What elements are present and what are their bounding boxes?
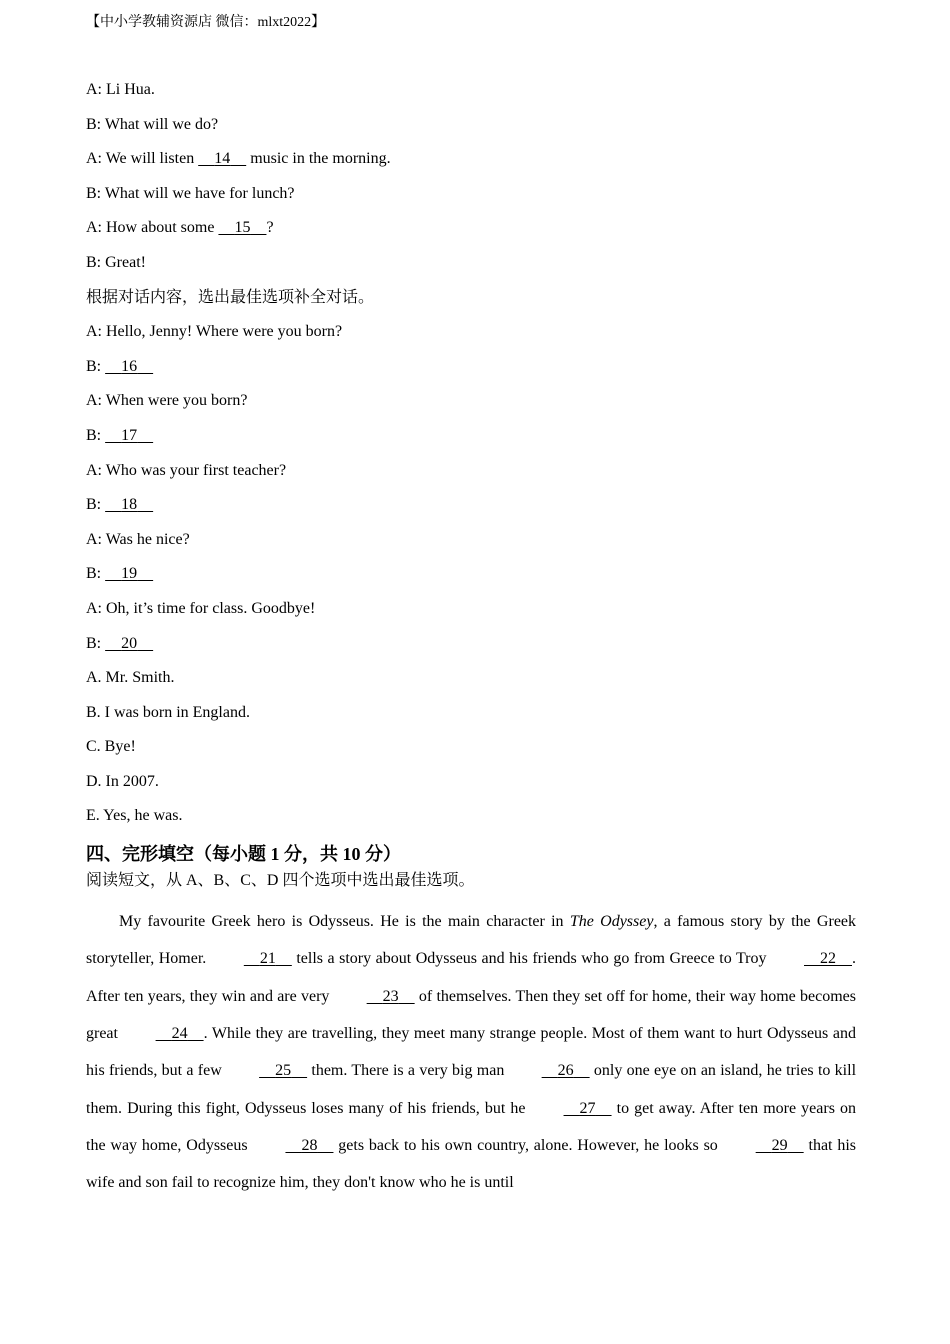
blank-number: 26: [557, 1062, 574, 1080]
passage-paragraph: [86, 903, 856, 1201]
dialogue-1: [86, 80, 866, 288]
blank-number: 14: [214, 150, 231, 168]
line-text: B: What will we have for lunch?: [86, 184, 295, 202]
dialogue-line: [86, 495, 866, 530]
passage-text: that his wife and son fail to recognize him, they don't know who he is until: [86, 1136, 856, 1192]
blank-number: 24: [171, 1024, 188, 1042]
blank-number: 18: [121, 496, 138, 514]
blank-number: 27: [579, 1099, 596, 1117]
answer-blank: [771, 940, 852, 977]
section-title: 四、完形填空（每小题 1 分，共 10 分）: [86, 844, 401, 865]
line-text: music in the morning.: [246, 150, 391, 168]
answer-blank: [105, 426, 153, 446]
answer-blank: [105, 564, 153, 584]
answer-blank: [211, 940, 292, 977]
answer-blank: [531, 1090, 612, 1127]
option-item: C. Bye!: [86, 738, 136, 756]
dialogue-line: [86, 115, 866, 150]
dialogue-line: [86, 80, 866, 115]
passage-text: . After ten years, they win and are very: [86, 950, 856, 1005]
blank-number: 20: [121, 634, 138, 652]
line-text: A: Hello, Jenny! Where were you born?: [86, 323, 343, 341]
passage-text: only one eye on an island, he tries to kill them. During this fight, Odysseus loses many of his friends, but he: [86, 1062, 857, 1117]
dialogue-line: [86, 322, 866, 357]
section-instruction: 阅读短文，从 A、B、C、D 四个选项中选出最佳选项。: [86, 872, 475, 890]
dialogue-line: [86, 357, 866, 392]
line-text: B:: [86, 496, 106, 514]
line-text: A: Li Hua.: [86, 81, 155, 98]
line-text: A: Who was your first teacher?: [86, 461, 287, 479]
document-body: [86, 80, 866, 1201]
answer-blank: [226, 1052, 307, 1089]
blank-number: 22: [820, 950, 836, 968]
passage-text: them. There is a very big man: [307, 1062, 509, 1080]
answer-options: [86, 668, 866, 841]
line-text: B:: [86, 426, 106, 444]
cloze-passage: [86, 903, 856, 1201]
line-text: A: Was he nice?: [86, 530, 190, 548]
answer-blank: [198, 149, 246, 169]
dialogue-line: [86, 218, 866, 253]
blank-number: 15: [234, 219, 251, 237]
option-item: A. Mr. Smith.: [86, 669, 175, 687]
dialogue-line: [86, 564, 866, 599]
dialogue-line: [86, 530, 866, 565]
passage-text: to get away. After ten more years on the way home, Odysseus: [86, 1099, 856, 1154]
passage-text: My favourite Greek hero is Odysseus. He is the main character in: [119, 913, 570, 931]
blank-number: 28: [301, 1136, 318, 1154]
answer-blank: [334, 978, 415, 1015]
answer-blank: [218, 218, 266, 238]
option-item: D. In 2007.: [86, 772, 159, 790]
dialogue-line: [86, 391, 866, 426]
line-text: A: Oh, it’s time for class. Goodbye!: [86, 599, 316, 617]
answer-blank: [723, 1127, 804, 1164]
line-text: A: We will listen: [86, 150, 199, 168]
answer-blank: [105, 634, 153, 654]
option-item: B. I was born in England.: [86, 703, 250, 721]
dialogue-line: [86, 599, 866, 634]
dialogue-line: [86, 253, 866, 288]
passage-text: , a famous story by the Greek storyteller, Homer.: [86, 913, 857, 968]
answer-blank: [105, 495, 153, 515]
blank-number: 17: [121, 426, 138, 444]
answer-blank: [252, 1127, 333, 1164]
blank-number: 19: [121, 565, 138, 583]
blank-number: 25: [275, 1062, 292, 1080]
line-text: B: Great!: [86, 253, 146, 271]
line-text: B:: [86, 565, 106, 583]
blank-number: 16: [121, 357, 138, 375]
passage-text: of themselves. Then they set off for home, their way home becomes great: [86, 987, 856, 1042]
blank-number: 23: [382, 987, 399, 1005]
passage-text: gets back to his own country, alone. However, he looks so: [333, 1136, 723, 1154]
dialogue-2: [86, 322, 866, 668]
blank-number: 29: [771, 1136, 788, 1154]
dialogue-line: [86, 184, 866, 219]
option-item: E. Yes, he was.: [86, 807, 183, 825]
book-title: The Odyssey: [569, 913, 654, 931]
dialogue-instruction: 根据对话内容，选出最佳选项补全对话。: [86, 288, 375, 306]
line-text: B:: [86, 357, 106, 375]
dialogue-line: [86, 634, 866, 669]
line-text: A: How about some: [86, 219, 219, 237]
answer-blank: [123, 1015, 204, 1052]
dialogue-line: [86, 149, 866, 184]
blank-number: 21: [259, 950, 276, 968]
line-text: B: What will we do?: [86, 115, 219, 133]
page-header: 【中小学教辅资源店 微信：mlxt2022】: [86, 15, 326, 30]
line-text: A: When were you born?: [86, 392, 248, 410]
passage-text: tells a story about Odysseus and his friends who go from Greece to Troy: [291, 950, 771, 968]
line-text: B:: [86, 634, 106, 652]
dialogue-line: [86, 461, 866, 496]
answer-blank: [509, 1052, 590, 1089]
passage-text: . While they are travelling, they meet many strange people. Most of them want to hurt Odysseus and his friends, but a few: [86, 1024, 856, 1080]
dialogue-line: [86, 426, 866, 461]
answer-blank: [105, 357, 153, 377]
line-text: ?: [266, 219, 274, 237]
